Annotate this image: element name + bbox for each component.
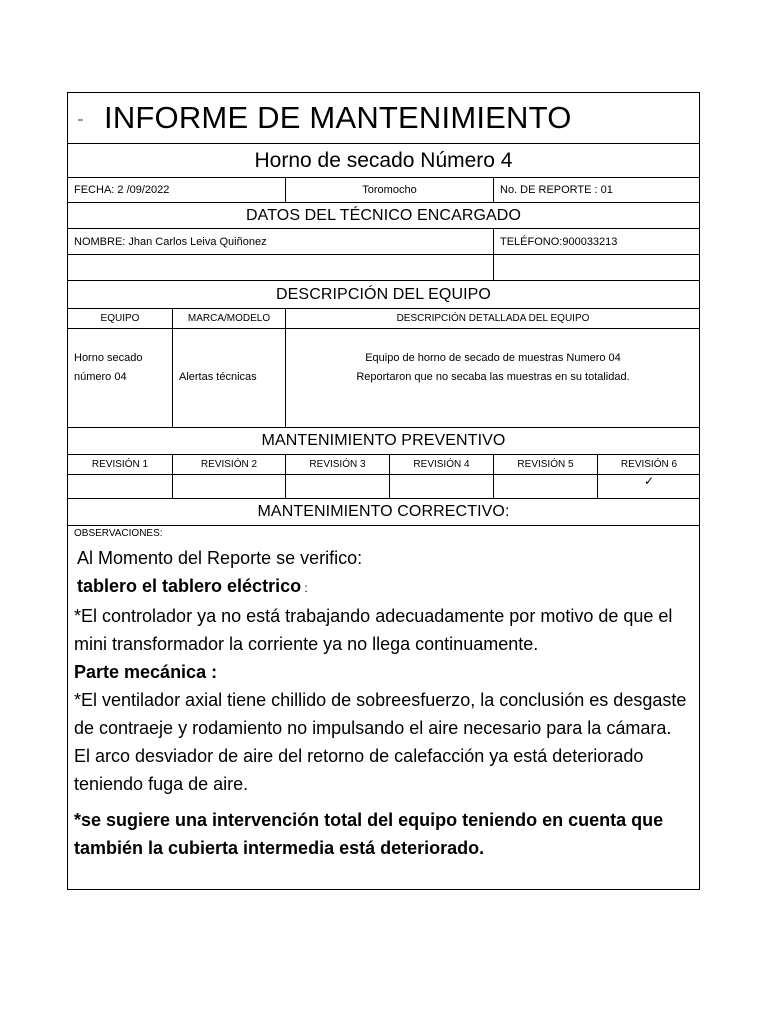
obs-line-2-bold: tablero el tablero eléctrico [77,576,302,596]
equipo-line-2: número 04 [74,371,127,383]
obs-line-5: *El ventilador axial tiene chillido de sobreesfuerzo, la conclusión es desgaste de contraeje y rodamiento no impulsando el aire necesario para la cámara. [74,690,687,738]
col-equipo: EQUIPO [100,313,140,324]
revision-3-header: REVISIÓN 3 [285,455,389,474]
equipo-header-row [68,309,699,329]
equipo-heading: DESCRIPCIÓN DEL EQUIPO [276,285,491,303]
tecnico-heading: DATOS DEL TÉCNICO ENCARGADO [245,206,522,224]
empty-tecnico-row [68,255,699,281]
revision-5-header: REVISIÓN 5 [493,455,597,474]
equipo-heading-row [68,281,699,309]
info-row [68,178,699,203]
equipo-cell [68,329,172,427]
location-field: Toromocho [285,178,493,202]
empty-cell [493,255,700,280]
tecnico-heading-row [68,203,699,229]
report-number-field: No. DE REPORTE : 01 [493,178,700,202]
preventivo-heading: MANTENIMIENTO PREVENTIVO [261,432,506,449]
report-title: INFORME DE MANTENIMIENTO [104,100,572,135]
maintenance-report-form [67,92,700,890]
obs-line-7: *se sugiere una intervención total del equipo teniendo en cuenta que también la cubierta intermedia está deteriorado. [74,810,664,858]
observaciones-section [68,526,699,889]
revision-4-header: REVISIÓN 4 [389,455,493,474]
correctivo-heading-row [68,499,699,526]
obs-line-2-tail: : [301,581,308,595]
nombre-field: NOMBRE: Jhan Carlos Leiva Quiñonez [74,235,267,248]
descripcion-cell [285,329,700,427]
revision-6-header: REVISIÓN 6 [597,455,700,474]
observaciones-label: OBSERVACIONES: [74,528,163,539]
obs-line-4: Parte mecánica : [74,662,218,682]
descripcion-line-2: Reportaron que no secaba las muestras en su totalidad. [356,371,630,383]
col-marca: MARCA/MODELO [172,309,285,328]
revisiones-value-row [68,475,699,499]
subtitle-row [68,144,699,178]
revision-3-value [285,475,389,498]
revision-4-value [389,475,493,498]
marca-value: Alertas técnicas [179,371,257,383]
equipo-detail-row [68,329,699,428]
obs-line-6: El arco desviador de aire del retorno de calefacción ya está deteriorado teniendo fuga de aire. [74,746,644,794]
fecha-field: FECHA: 2 /09/2022 [74,184,170,196]
bullet-mark [78,119,83,121]
revisiones-header-row [68,455,699,475]
check-icon: ✓ [643,475,655,488]
revision-1-header: REVISIÓN 1 [91,459,149,470]
report-subtitle: Horno de secado Número 4 [254,148,513,172]
obs-line-3: *El controlador ya no está trabajando adecuadamente por motivo de que el mini transformador la corriente ya no llega continuamente. [74,606,673,654]
revision-2-value [172,475,285,498]
empty-cell [68,255,493,280]
revision-1-value [68,475,172,498]
obs-line-1: Al Momento del Reporte se verifico: [77,548,363,568]
revision-6-value [597,475,700,498]
descripcion-line-1: Equipo de horno de secado de muestras Numero 04 [365,352,621,364]
col-descripcion: DESCRIPCIÓN DETALLADA DEL EQUIPO [285,309,700,328]
tecnico-row [68,229,699,255]
correctivo-heading: MANTENIMIENTO CORRECTIVO: [257,503,510,520]
telefono-field: TELÉFONO:900033213 [493,229,700,254]
revision-2-header: REVISIÓN 2 [172,455,285,474]
marca-cell [172,329,285,427]
equipo-line-1: Horno secado [74,352,143,364]
preventivo-heading-row [68,428,699,455]
title-row [68,93,699,144]
revision-5-value [493,475,597,498]
